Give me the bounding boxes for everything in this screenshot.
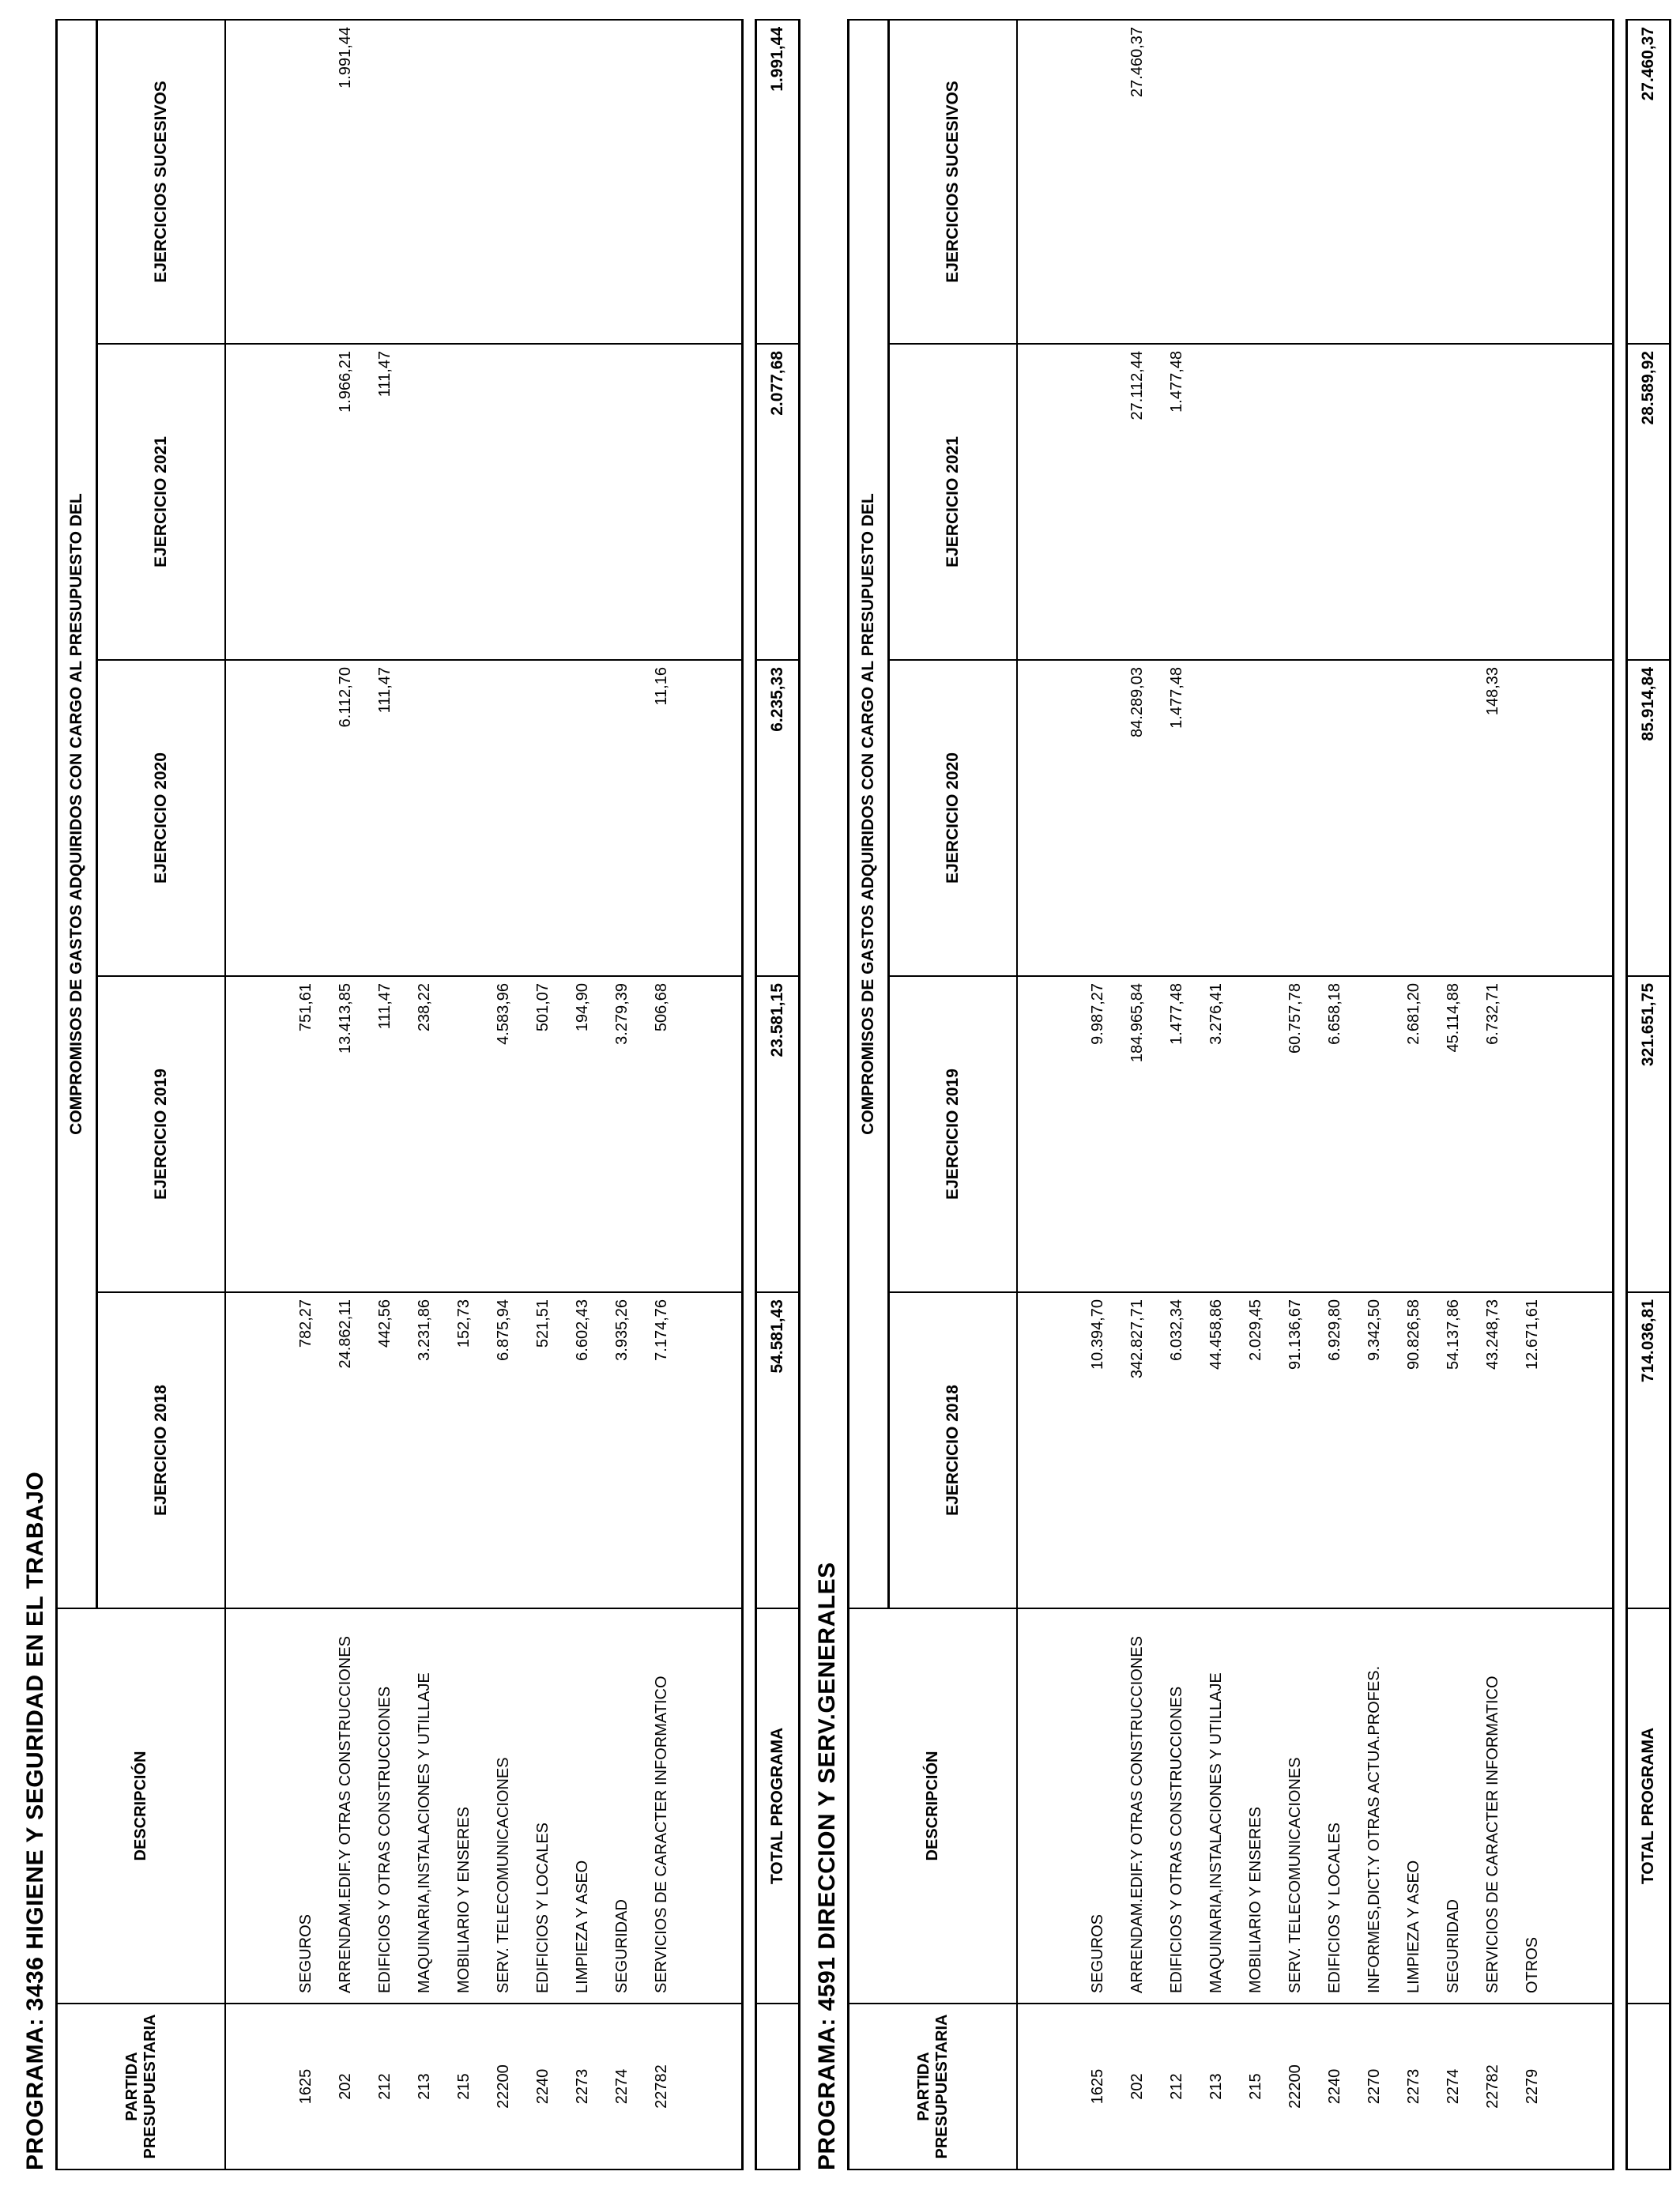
amount-2020: 111,47 (365, 660, 405, 976)
amount-2021 (444, 344, 484, 660)
amount-2019 (1354, 976, 1394, 1292)
amount-2018: 6.602,43 (563, 1292, 602, 1608)
table-row (1512, 20, 1552, 2169)
amount-2019: 751,61 (286, 976, 326, 1292)
partida-code: 22200 (484, 2004, 523, 2169)
total-row (756, 20, 800, 2169)
amount-sucesivos (444, 20, 484, 344)
amount-sucesivos (563, 20, 602, 344)
total-sucesivos: 27.460,37 (1627, 20, 1671, 344)
amount-2018: 54.137,86 (1433, 1292, 1473, 1608)
amount-sucesivos (642, 20, 681, 344)
table-row (1315, 20, 1354, 2169)
descripcion-cell: EDIFICIOS Y OTRAS CONSTRUCCIONES (365, 1608, 405, 2004)
descripcion-cell: LIMPIEZA Y ASEO (1394, 1608, 1433, 2004)
year-2018-header: EJERCICIO 2018 (97, 1292, 226, 1608)
table-row (523, 20, 563, 2169)
amount-sucesivos (1236, 20, 1275, 344)
amount-2019: 45.114,88 (1433, 976, 1473, 1292)
descripcion-cell: MAQUINARIA,INSTALACIONES Y UTILLAJE (405, 1608, 444, 2004)
amount-2018: 6.929,80 (1315, 1292, 1354, 1608)
partida-code: 2270 (1354, 2004, 1394, 2169)
amount-2018: 3.935,26 (602, 1292, 642, 1608)
amount-2018: 24.862,11 (326, 1292, 365, 1608)
amount-2018: 90.826,58 (1394, 1292, 1433, 1608)
descripcion-cell: ARRENDAM.EDIF.Y OTRAS CONSTRUCCIONES (326, 1608, 365, 2004)
amount-2018: 10.394,70 (1078, 1292, 1117, 1608)
amount-2018: 2.029,45 (1236, 1292, 1275, 1608)
descripcion-cell: MAQUINARIA,INSTALACIONES Y UTILLAJE (1196, 1608, 1236, 2004)
descripcion-cell: MOBILIARIO Y ENSERES (1236, 1608, 1275, 2004)
amount-sucesivos (602, 20, 642, 344)
amount-sucesivos (523, 20, 563, 344)
table-row (642, 20, 681, 2169)
amount-2021 (1394, 344, 1433, 660)
amount-2021 (286, 344, 326, 660)
amount-2018: 152,73 (444, 1292, 484, 1608)
partida-code: 2240 (523, 2004, 563, 2169)
amount-2018: 9.342,50 (1354, 1292, 1394, 1608)
amount-2019: 3.276,41 (1196, 976, 1236, 1292)
table-row (484, 20, 523, 2169)
amount-2021 (484, 344, 523, 660)
amount-2020 (444, 660, 484, 976)
amount-sucesivos (1157, 20, 1196, 344)
partida-code: 215 (1236, 2004, 1275, 2169)
partida-code: 213 (405, 2004, 444, 2169)
amount-2020 (1354, 660, 1394, 976)
table-row (286, 20, 326, 2169)
amount-2020 (286, 660, 326, 976)
amount-2018: 3.231,86 (405, 1292, 444, 1608)
amount-2019: 184.965,84 (1117, 976, 1157, 1292)
descripcion-cell: SEGURIDAD (1433, 1608, 1473, 2004)
amount-2021 (563, 344, 602, 660)
table-row (1394, 20, 1433, 2169)
table-row (365, 20, 405, 2169)
program-title: PROGRAMA: 4591 DIRECCION Y SERV.GENERALES (814, 1562, 840, 2170)
partida-header-line2: PRESUPUESTARIA (141, 2014, 159, 2159)
amount-2021 (1433, 344, 1473, 660)
amount-sucesivos (1354, 20, 1394, 344)
amount-2019: 194,90 (563, 976, 602, 1292)
partida-code: 2273 (1394, 2004, 1433, 2169)
year-2019-header: EJERCICIO 2019 (889, 976, 1018, 1292)
year-2020-header: EJERCICIO 2020 (97, 660, 226, 976)
amount-2021 (1512, 344, 1552, 660)
descripcion-cell: EDIFICIOS Y LOCALES (523, 1608, 563, 2004)
descripcion-cell: SEGURIDAD (602, 1608, 642, 2004)
amount-2020 (523, 660, 563, 976)
amount-sucesivos (1078, 20, 1117, 344)
amount-2019: 13.413,85 (326, 976, 365, 1292)
program-title: PROGRAMA: 3436 HIGIENE Y SEGURIDAD EN EL TRABAJO (22, 1471, 48, 2170)
table-row (1157, 20, 1196, 2169)
descripcion-cell: EDIFICIOS Y LOCALES (1315, 1608, 1354, 2004)
amount-2018: 91.136,67 (1275, 1292, 1315, 1608)
amount-2020 (1433, 660, 1473, 976)
partida-header (849, 2004, 1018, 2169)
table-row (1117, 20, 1157, 2169)
amount-2020 (405, 660, 444, 976)
amount-2021 (1315, 344, 1354, 660)
descripcion-cell: INFORMES,DICT.Y OTRAS ACTUA.PROFES. (1354, 1608, 1394, 2004)
total-2020: 85.914,84 (1627, 660, 1671, 976)
amount-2018: 6.875,94 (484, 1292, 523, 1608)
total-2020: 6.235,33 (756, 660, 800, 976)
amount-2019 (1236, 976, 1275, 1292)
partida-code: 213 (1196, 2004, 1236, 2169)
amount-sucesivos (365, 20, 405, 344)
table-row (1236, 20, 1275, 2169)
compromisos-header: COMPROMISOS DE GASTOS ADQUIRIDOS CON CARGO AL PRESUPUESTO DEL (849, 20, 889, 1608)
amount-sucesivos (484, 20, 523, 344)
amount-2019: 1.477,48 (1157, 976, 1196, 1292)
amount-sucesivos (1512, 20, 1552, 344)
partida-code: 22782 (642, 2004, 681, 2169)
amount-2018: 442,56 (365, 1292, 405, 1608)
total-label: TOTAL PROGRAMA (756, 1608, 800, 2004)
amount-2018: 44.458,86 (1196, 1292, 1236, 1608)
amount-sucesivos: 27.460,37 (1117, 20, 1157, 344)
amount-2020 (602, 660, 642, 976)
amount-2018: 43.248,73 (1473, 1292, 1512, 1608)
partida-code: 202 (326, 2004, 365, 2169)
amount-2018: 12.671,61 (1512, 1292, 1552, 1608)
amount-2018: 342.827,71 (1117, 1292, 1157, 1608)
budget-table (847, 19, 1671, 2170)
descripcion-cell: SERV. TELECOMUNICACIONES (484, 1608, 523, 2004)
amount-2021 (602, 344, 642, 660)
amount-2020 (484, 660, 523, 976)
table-row (1354, 20, 1394, 2169)
amount-2018: 521,51 (523, 1292, 563, 1608)
budget-table (55, 19, 800, 2170)
partida-code: 212 (365, 2004, 405, 2169)
amount-2019: 2.681,20 (1394, 976, 1433, 1292)
partida-code: 2240 (1315, 2004, 1354, 2169)
amount-2020 (1512, 660, 1552, 976)
amount-sucesivos: 1.991,44 (326, 20, 365, 344)
amount-2018: 782,27 (286, 1292, 326, 1608)
amount-2019: 4.583,96 (484, 976, 523, 1292)
amount-2020 (1315, 660, 1354, 976)
descripcion-cell: SERVICIOS DE CARACTER INFORMATICO (1473, 1608, 1512, 2004)
total-sucesivos: 1.991,44 (756, 20, 800, 344)
descripcion-header: DESCRIPCIÓN (849, 1608, 1018, 2004)
total-2018: 54.581,43 (756, 1292, 800, 1608)
amount-2020 (1236, 660, 1275, 976)
amount-2019 (1512, 976, 1552, 1292)
amount-2020: 6.112,70 (326, 660, 365, 976)
table-row (1433, 20, 1473, 2169)
year-2018-header: EJERCICIO 2018 (889, 1292, 1018, 1608)
amount-2019: 6.732,71 (1473, 976, 1512, 1292)
total-2021: 2.077,68 (756, 344, 800, 660)
descripcion-header: DESCRIPCIÓN (57, 1608, 226, 2004)
total-label: TOTAL PROGRAMA (1627, 1608, 1671, 2004)
amount-sucesivos (405, 20, 444, 344)
table-row (405, 20, 444, 2169)
partida-code: 2279 (1512, 2004, 1552, 2169)
amount-2021 (1354, 344, 1394, 660)
amount-2020: 148,33 (1473, 660, 1512, 976)
amount-sucesivos (1473, 20, 1512, 344)
partida-code: 2274 (602, 2004, 642, 2169)
total-2021: 28.589,92 (1627, 344, 1671, 660)
partida-code: 2273 (563, 2004, 602, 2169)
partida-code: 1625 (286, 2004, 326, 2169)
partida-header-line1: PARTIDA (122, 2052, 141, 2121)
total-2018: 714.036,81 (1627, 1292, 1671, 1608)
amount-2021 (1196, 344, 1236, 660)
partida-code: 215 (444, 2004, 484, 2169)
year-2021-header: EJERCICIO 2021 (97, 344, 226, 660)
table-row (1196, 20, 1236, 2169)
amount-sucesivos (1275, 20, 1315, 344)
amount-2019: 506,68 (642, 976, 681, 1292)
amount-2020: 84.289,03 (1117, 660, 1157, 976)
amount-2020 (563, 660, 602, 976)
amount-2020: 11,16 (642, 660, 681, 976)
amount-2020 (1078, 660, 1117, 976)
amount-2019 (444, 976, 484, 1292)
descripcion-cell: MOBILIARIO Y ENSERES (444, 1608, 484, 2004)
year-2019-header: EJERCICIO 2019 (97, 976, 226, 1292)
amount-2021: 1.477,48 (1157, 344, 1196, 660)
sucesivos-header: EJERCICIOS SUCESIVOS (889, 20, 1018, 344)
amount-2021 (642, 344, 681, 660)
amount-sucesivos (286, 20, 326, 344)
descripcion-cell: ARRENDAM.EDIF.Y OTRAS CONSTRUCCIONES (1117, 1608, 1157, 2004)
descripcion-cell: LIMPIEZA Y ASEO (563, 1608, 602, 2004)
descripcion-cell: SEGUROS (286, 1608, 326, 2004)
partida-header-line2: PRESUPUESTARIA (932, 2014, 951, 2159)
amount-2019: 9.987,27 (1078, 976, 1117, 1292)
partida-code: 22782 (1473, 2004, 1512, 2169)
table-row (1473, 20, 1512, 2169)
table-row (444, 20, 484, 2169)
sucesivos-header: EJERCICIOS SUCESIVOS (97, 20, 226, 344)
year-2021-header: EJERCICIO 2021 (889, 344, 1018, 660)
amount-2020 (1394, 660, 1433, 976)
amount-2019: 6.658,18 (1315, 976, 1354, 1292)
year-2020-header: EJERCICIO 2020 (889, 660, 1018, 976)
partida-code: 202 (1117, 2004, 1157, 2169)
amount-2021: 1.966,21 (326, 344, 365, 660)
amount-2020 (1275, 660, 1315, 976)
amount-2018: 7.174,76 (642, 1292, 681, 1608)
partida-code: 1625 (1078, 2004, 1117, 2169)
amount-2021 (405, 344, 444, 660)
amount-2019: 3.279,39 (602, 976, 642, 1292)
amount-2019: 501,07 (523, 976, 563, 1292)
table-row (602, 20, 642, 2169)
amount-2019: 238,22 (405, 976, 444, 1292)
descripcion-cell: SEGUROS (1078, 1608, 1117, 2004)
amount-2020 (1196, 660, 1236, 976)
table-row (1078, 20, 1117, 2169)
amount-2021 (1236, 344, 1275, 660)
table-row (1275, 20, 1315, 2169)
descripcion-cell: OTROS (1512, 1608, 1552, 2004)
amount-sucesivos (1196, 20, 1236, 344)
amount-2021 (1078, 344, 1117, 660)
descripcion-cell: SERVICIOS DE CARACTER INFORMATICO (642, 1608, 681, 2004)
partida-header (57, 2004, 226, 2169)
amount-2021: 27.112,44 (1117, 344, 1157, 660)
amount-sucesivos (1433, 20, 1473, 344)
partida-code: 212 (1157, 2004, 1196, 2169)
amount-2021 (1473, 344, 1512, 660)
amount-sucesivos (1315, 20, 1354, 344)
total-2019: 321.651,75 (1627, 976, 1671, 1292)
descripcion-cell: EDIFICIOS Y OTRAS CONSTRUCCIONES (1157, 1608, 1196, 2004)
total-row (1627, 20, 1671, 2169)
total-2019: 23.581,15 (756, 976, 800, 1292)
table-row (563, 20, 602, 2169)
partida-header-line1: PARTIDA (914, 2052, 932, 2121)
amount-2020: 1.477,48 (1157, 660, 1196, 976)
amount-2021 (1275, 344, 1315, 660)
amount-2019: 111,47 (365, 976, 405, 1292)
amount-2019: 60.757,78 (1275, 976, 1315, 1292)
amount-2021: 111,47 (365, 344, 405, 660)
descripcion-cell: SERV. TELECOMUNICACIONES (1275, 1608, 1315, 2004)
compromisos-header: COMPROMISOS DE GASTOS ADQUIRIDOS CON CARGO AL PRESUPUESTO DEL (57, 20, 97, 1608)
partida-code: 2274 (1433, 2004, 1473, 2169)
amount-2021 (523, 344, 563, 660)
amount-2018: 6.032,34 (1157, 1292, 1196, 1608)
partida-code: 22200 (1275, 2004, 1315, 2169)
table-row (326, 20, 365, 2169)
amount-sucesivos (1394, 20, 1433, 344)
